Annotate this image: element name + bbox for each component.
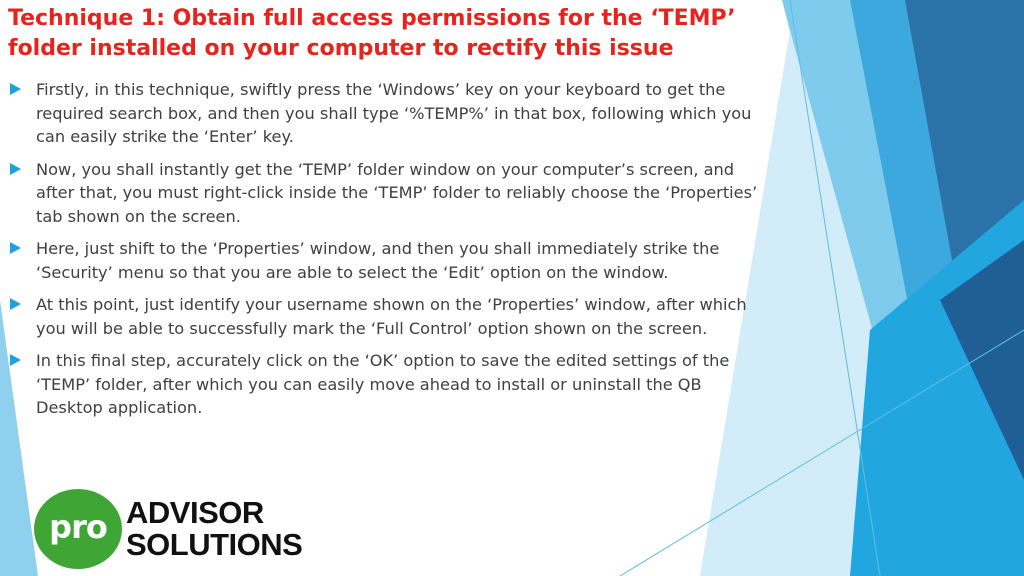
bullet-arrow-icon — [10, 298, 21, 310]
slide-title: Technique 1: Obtain full access permissions for the ‘TEMP’ folder installed on your computer to rectify this issue — [8, 6, 736, 61]
bullet-text: At this point, just identify your username shown on the ‘Properties’ window, after which you will be able to successfully mark the ‘Full Control’ option shown on the screen. — [36, 295, 747, 338]
list-item — [10, 237, 770, 284]
bullet-arrow-icon — [10, 163, 21, 175]
list-item — [10, 293, 770, 340]
bullet-list — [10, 78, 770, 429]
list-item — [10, 349, 770, 420]
bullet-text: In this final step, accurately click on the ‘OK’ option to save the edited settings of the ‘TEMP’ folder, after which you can easily move ahead to install or uninstall the QB Desktop application. — [36, 351, 730, 417]
bullet-text: Here, just shift to the ‘Properties’ window, and then you shall immediately strike the ‘Security’ menu so that you are able to select the ‘Edit’ option on the window. — [36, 239, 720, 282]
list-item — [10, 78, 770, 149]
bullet-arrow-icon — [10, 242, 21, 254]
advisor-solutions-logo — [34, 488, 324, 568]
bullet-text: Firstly, in this technique, swiftly press the ‘Windows’ key on your keyboard to get the required search box, and then you shall type ‘%TEMP%’ in that box, following which you can easily strike the ‘Enter’ key. — [36, 80, 752, 146]
bullet-arrow-icon — [10, 354, 21, 366]
pro-badge-icon: pro — [34, 489, 122, 569]
bullet-text: Now, you shall instantly get the ‘TEMP’ folder window on your computer’s screen, and after that, you must right-click inside the ‘TEMP’ folder to reliably choose the ‘Properties’ tab shown on the screen. — [36, 159, 758, 226]
logo-text-line-2: SOLUTIONS — [126, 527, 303, 562]
bullet-arrow-icon — [10, 83, 21, 95]
logo-text-line-1: ADVISOR — [126, 495, 264, 530]
list-item — [10, 158, 770, 229]
